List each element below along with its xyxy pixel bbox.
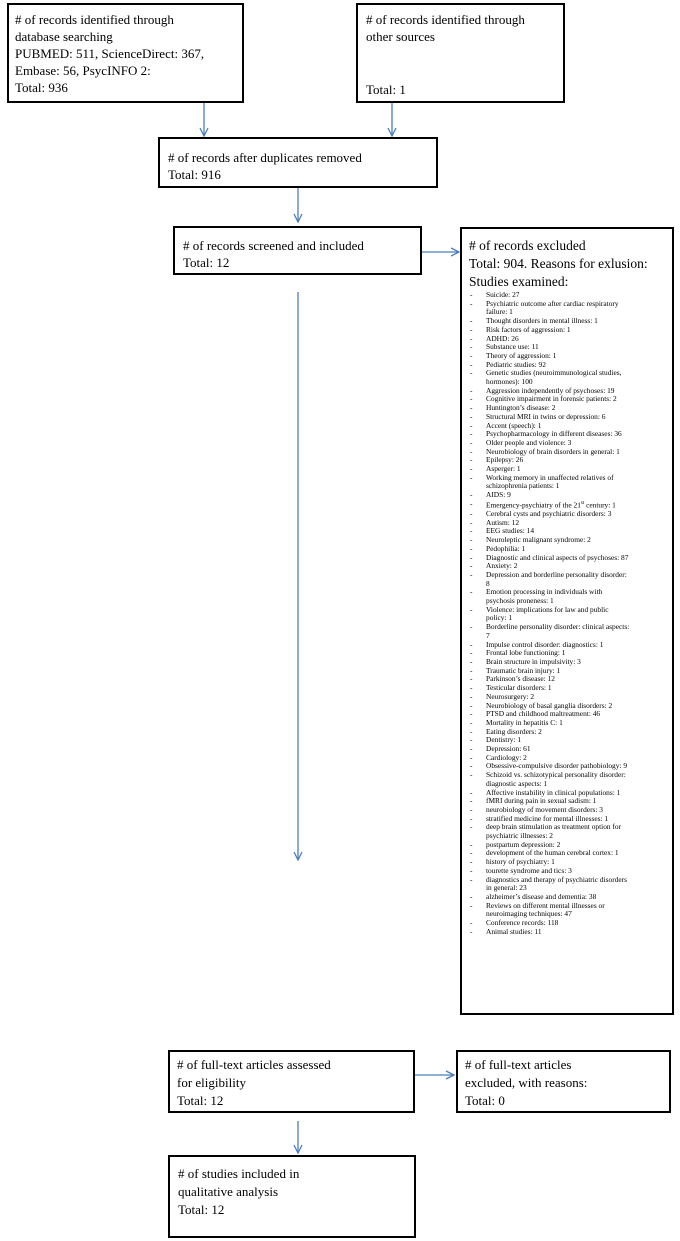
exclusion-reason-text: - Risk factors of aggression: 1 (486, 324, 571, 334)
screened-total: Total: 12 (183, 255, 230, 270)
duplicates-total: Total: 916 (168, 167, 221, 182)
exclusion-reason-text: hormones): 100 (486, 377, 533, 387)
exclusion-reason-text: - postpartum depression: 2 (486, 839, 561, 849)
exclusion-reason-text: - Neuroleptic malignant syndrome: 2 (486, 535, 591, 545)
exclusion-reason-text: - Impulse control disorder: diagnostics: 1 (486, 639, 604, 649)
excluded-header (469, 237, 668, 291)
exclusion-reason-text: - Cognitive impairment in forensic patients: 2 (486, 394, 617, 404)
exclusion-reason-text: - Psychiatric outcome after cardiac respiratory (486, 298, 619, 308)
exclusion-reason-text: - Aggression independently of psychoses: 19 (486, 385, 615, 395)
exclusion-reason-text: - Dentistry: 1 (486, 735, 522, 745)
exclusion-reason-text: - Schizoid vs. schizotypical personality disorder: (486, 770, 626, 780)
exclusion-reason-text: - Diagnostic and clinical aspects of psychoses: 87 (486, 552, 629, 562)
box-screened (173, 226, 422, 275)
exclusion-reason-text: - Mortality in hepatitis C: 1 (486, 717, 563, 727)
excluded-heading: # of records excluded (469, 238, 586, 253)
included-total: Total: 12 (178, 1202, 225, 1217)
exclusion-reason-text: - ADHD: 26 (486, 333, 519, 343)
exclusion-reason-text: - development of the human cerebral cortex: 1 (486, 848, 619, 858)
duplicates-text (168, 149, 428, 183)
exclusion-reason-text: - diagnostics and therapy of psychiatric disorders (486, 874, 627, 884)
exclusion-reason-text: - deep brain stimulation as treatment option for (486, 822, 622, 832)
exclusion-reason-text: - Anxiety: 2 (486, 561, 518, 571)
exclusion-reason-text: - Neurobiology of brain disorders in general: 1 (486, 446, 620, 456)
exclusion-reason-text: - EEG studies: 14 (486, 526, 535, 536)
database-total: Total: 936 (15, 80, 68, 95)
exclusion-reason-text: - Eating disorders: 2 (486, 726, 542, 736)
exclusion-reason-item (469, 300, 668, 317)
exclusion-reason-text: - Psychopharmacology in different diseases: 36 (486, 429, 622, 439)
exclusion-reason-text: - AIDS: 9 (486, 490, 511, 500)
exclusion-reason-text: - Obsessive-compulsive disorder pathobiology: 9 (486, 761, 628, 771)
fulltext-excluded-line-2: excluded, with reasons: (465, 1075, 588, 1090)
exclusion-reason-item (469, 902, 668, 919)
exclusion-reason-text: - Pediatric studies: 92 (486, 359, 546, 369)
exclusion-reason-text: - Suicide: 27 (486, 290, 520, 299)
included-line-1: # of studies included in (178, 1166, 300, 1181)
exclusion-reason-text: - Neurobiology of basal ganglia disorders: 2 (486, 700, 613, 710)
exclusion-reason-text: - Borderline personality disorder: clinical aspects: (486, 622, 630, 632)
exclusion-reason-text: - Theory of aggression: 1 (486, 350, 557, 360)
exclusion-reason-text: - Conference records: 118 (486, 918, 559, 928)
exclusion-reason-text: psychosis proneness: 1 (486, 596, 554, 606)
fulltext-text (177, 1056, 406, 1110)
exclusion-reason-item (469, 623, 668, 640)
box-other-sources (356, 3, 565, 103)
exclusion-reason-text: - fMRI during pain in sexual sadism: 1 (486, 796, 597, 806)
exclusion-reason-text: 7 (486, 630, 490, 640)
exclusion-reason-text: diagnostic aspects: 1 (486, 778, 548, 788)
database-line-3: PUBMED: 511, ScienceDirect: 367, (15, 46, 205, 61)
fulltext-line-1: # of full-text articles assessed (177, 1057, 331, 1072)
exclusion-reason-item (469, 474, 668, 491)
exclusion-reason-text: failure: 1 (486, 307, 513, 317)
exclusion-reason-text: neuroimaging techniques: 47 (486, 909, 572, 919)
box-fulltext-assessed (168, 1050, 415, 1113)
exclusion-reason-text: - Epilepsy: 26 (486, 455, 524, 465)
exclusion-reasons-list (469, 291, 668, 937)
exclusion-reason-text: - Pedophilia: 1 (486, 543, 526, 553)
exclusion-reason-item (469, 823, 668, 840)
exclusion-reason-text: - Accent (speech): 1 (486, 420, 542, 430)
included-line-2: qualitative analysis (178, 1184, 279, 1199)
database-line-1: # of records identified through (15, 12, 174, 27)
exclusion-reason-text: - Testicular disorders: 1 (486, 683, 552, 693)
exclusion-reason-text: - Depression: 61 (486, 744, 531, 754)
exclusion-reason-text: - Frontal lobe functioning: 1 (486, 648, 566, 658)
exclusion-reason-text: - Traumatic brain injury: 1 (486, 665, 561, 675)
other-sources-text (366, 11, 555, 45)
exclusion-reason-text: - tourette syndrome and tics: 3 (486, 865, 572, 875)
fulltext-excluded-text (465, 1056, 662, 1110)
fulltext-excluded-line-1: # of full-text articles (465, 1057, 572, 1072)
exclusion-reason-text: - Cardiology: 2 (486, 752, 527, 762)
exclusion-reason-text: - Cerebral cysts and psychiatric disorders: 3 (486, 509, 612, 519)
exclusion-reason-item (469, 369, 668, 386)
exclusion-reason-text: - Older people and violence: 3 (486, 437, 572, 447)
exclusion-reason-text: - history of psychiatry: 1 (486, 857, 555, 867)
exclusion-reason-text: - Huntington’s disease: 2 (486, 403, 556, 413)
exclusion-reason-text: schizophrenia patients: 1 (486, 481, 560, 491)
fulltext-total: Total: 12 (177, 1093, 224, 1108)
exclusion-reason-text: - Violence: implications for law and public (486, 604, 609, 614)
exclusion-reason-text: in general: 23 (486, 883, 527, 893)
duplicates-line-1: # of records after duplicates removed (168, 150, 362, 165)
exclusion-reason-item (469, 876, 668, 893)
exclusion-reason-text: - Emotion processing in individuals with (486, 587, 603, 597)
exclusion-reason-text: - Thought disorders in mental illness: 1 (486, 316, 598, 326)
exclusion-reason-text: - Animal studies: 11 (486, 926, 542, 936)
exclusion-reason-item (469, 588, 668, 605)
exclusion-reason-item (469, 606, 668, 623)
box-after-duplicates (158, 137, 438, 188)
database-line-4: Embase: 56, PsycINFO 2: (15, 63, 151, 78)
exclusion-reason-text: psychiatric illnesses: 2 (486, 831, 553, 841)
fulltext-excluded-total: Total: 0 (465, 1093, 505, 1108)
included-text (178, 1165, 406, 1219)
database-line-2: database searching (15, 29, 113, 44)
other-total: Total: 1 (366, 82, 406, 97)
screened-text (183, 237, 412, 271)
exclusion-reason-text: - Autism: 12 (486, 517, 520, 527)
exclusion-reason-text: - Reviews on different mental illnesses or (486, 900, 605, 910)
exclusion-reason-text: 8 (486, 578, 490, 588)
exclusion-reason-text: - Emergency-psychiatry of the 21st century: 1 (486, 500, 616, 510)
exclusion-reason-text: - Neurosurgery: 2 (486, 691, 535, 701)
other-line-2: other sources (366, 29, 435, 44)
exclusion-reason-text: - alzheimer’s disease and dementia: 38 (486, 891, 597, 901)
excluded-subheading: Total: 904. Reasons for exlusion: (469, 256, 648, 271)
exclusion-reason-text: - Asperger: 1 (486, 464, 521, 474)
screened-line-1: # of records screened and included (183, 238, 364, 253)
box-studies-included (168, 1155, 416, 1238)
exclusion-reason-text: - neurobiology of movement disorders: 3 (486, 804, 603, 814)
exclusion-reason-text: - Substance use: 11 (486, 342, 539, 352)
exclusion-reason-text: - Working memory in unaffected relatives of (486, 472, 614, 482)
exclusion-reason-text: - stratified medicine for mental illnesses: 1 (486, 813, 609, 823)
exclusion-reason-text: - PTSD and childhood maltreatment: 46 (486, 709, 601, 719)
exclusion-reason-item (469, 491, 668, 500)
box-records-excluded (460, 227, 674, 1015)
exclusion-reason-item (469, 928, 668, 937)
exclusion-reason-text: - Parkinson’s disease: 12 (486, 674, 555, 684)
box-fulltext-excluded (456, 1050, 671, 1113)
exclusion-reason-text: - Genetic studies (neuroimmunological studies, (486, 368, 622, 378)
studies-examined-label: Studies examined: (469, 274, 569, 289)
exclusion-reason-text: - Structural MRI in twins or depression: 6 (486, 411, 606, 421)
fulltext-line-2: for eligibility (177, 1075, 246, 1090)
exclusion-reason-text: - Affective instability in clinical populations: 1 (486, 787, 621, 797)
exclusion-reason-item (469, 771, 668, 788)
exclusion-reason-text: - Depression and borderline personality disorder: (486, 569, 627, 579)
exclusion-reason-item (469, 571, 668, 588)
exclusion-reason-text: - Brain structure in impulsivity: 3 (486, 657, 581, 666)
box-database-search (7, 3, 244, 103)
other-line-1: # of records identified through (366, 12, 525, 27)
exclusion-reason-text: policy: 1 (486, 613, 513, 623)
database-search-text (15, 11, 236, 96)
